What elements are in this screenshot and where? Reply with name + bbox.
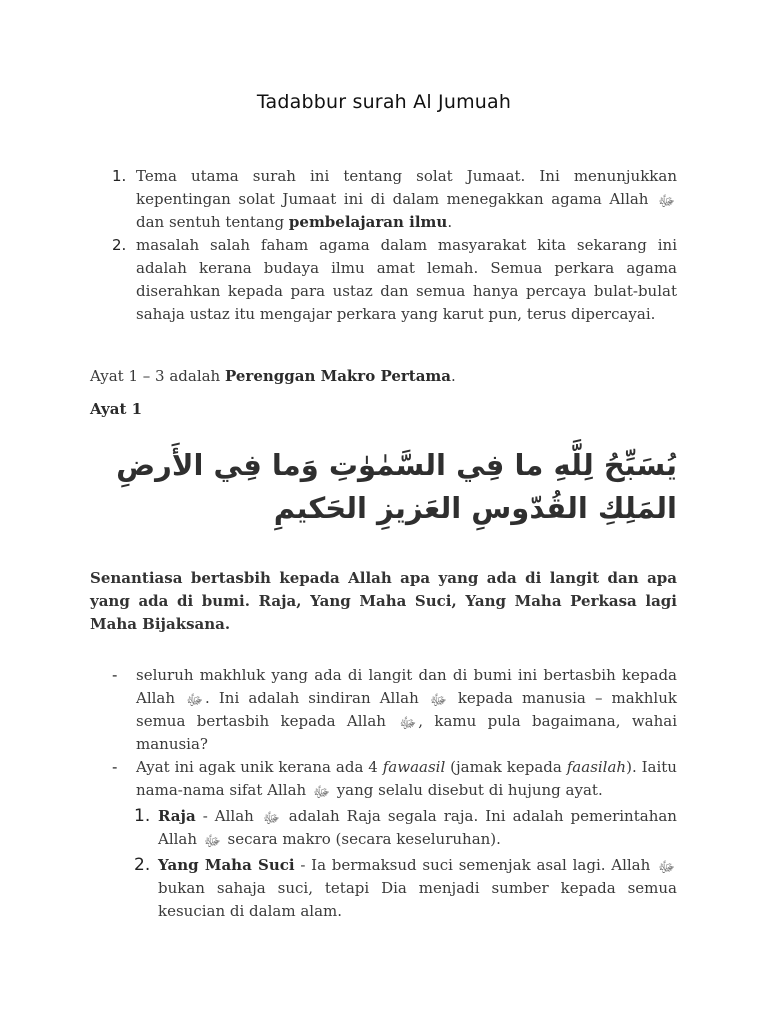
list-marker: 1.	[134, 806, 151, 826]
list-item	[90, 165, 677, 234]
bold-phrase: pembelajaran ilmu	[288, 213, 448, 231]
point-text: ). Iaitu nama-nama sifat Allah	[136, 758, 677, 799]
list-item	[90, 756, 677, 802]
italic-term: faasilah	[566, 758, 627, 776]
salawat-glyph: ﷻ	[658, 858, 675, 876]
sub-list-item	[90, 805, 677, 851]
list-item	[90, 234, 677, 326]
list-marker: 2.	[112, 236, 127, 254]
intro-list	[90, 165, 677, 326]
list-text: masalah salah faham agama dalam masyarakat kita sekarang ini adalah kerana budaya ilmu amat lemah. Semua perkara agama diserahkan kepada para ustaz dan semua hanya percaya bulat-bulat sahaja ustaz itu mengajar perkara yang karut pun, terus dipercayai.	[136, 236, 677, 323]
point-text: , kamu pula bagaimana, wahai manusia?	[136, 712, 678, 753]
point-text: yang selalu disebut di hujung ayat.	[336, 781, 603, 799]
list-marker: -	[112, 758, 118, 776]
point-text: Ayat ini agak unik kerana ada 4	[136, 758, 378, 776]
salawat-glyph: ﷻ	[399, 714, 417, 732]
salawat-glyph: ﷻ	[203, 832, 221, 850]
sub-point-text: secara makro (secara keseluruhan).	[227, 830, 501, 848]
ayat-range-bold: Perenggan Makro Pertama	[225, 367, 452, 385]
sub-list-item	[90, 854, 677, 923]
list-text: dan sentuh tentang	[136, 213, 285, 231]
point-text: (jamak kepada	[450, 758, 562, 776]
italic-term: fawaasil	[382, 758, 446, 776]
point-text: seluruh makhluk yang ada di langit dan di bumi ini bertasbih kepada Allah	[136, 666, 677, 707]
verse-translation: Senantiasa bertasbih kepada Allah apa yang ada di langit dan apa yang ada di bumi. Raja, Yang Maha Suci, Yang Maha Perkasa lagi Maha Bijaksana.	[90, 569, 677, 633]
point-text: . Ini adalah sindiran Allah	[205, 689, 419, 707]
document-title: Tadabbur surah Al Jumuah	[256, 91, 512, 113]
salawat-glyph: ﷻ	[262, 809, 280, 827]
list-marker: -	[112, 666, 118, 684]
list-marker: 1.	[112, 167, 127, 185]
arabic-verse: يُسَبِّحُ لِلَّهِ ما فِي السَّمٰوٰتِ وَما فِي الأَرضِ المَلِكِ القُدّوسِ العَزيزِ الحَكيمِ	[116, 448, 677, 525]
bold-term: Raja	[158, 807, 196, 825]
salawat-glyph: ﷻ	[312, 783, 330, 801]
sub-point-text: adalah Raja segala raja. Ini adalah pemerintahan Allah	[158, 807, 677, 848]
ayat-heading	[90, 398, 677, 421]
list-item	[90, 664, 677, 756]
points-list	[90, 664, 677, 923]
sub-point-text: bukan sahaja suci, tetapi Dia menjadi sumber kepada semua kesucian di dalam alam.	[158, 879, 677, 920]
point-text: kepada manusia – makhluk semua bertasbih kepada Allah	[136, 689, 677, 730]
ayat-heading-text: Ayat 1	[90, 400, 143, 418]
list-text: Tema utama surah ini tentang solat Jumaat. Ini menunjukkan kepentingan solat Jumaat ini di dalam menegakkan agama Allah	[136, 167, 677, 208]
salawat-glyph: ﷻ	[658, 192, 675, 210]
ayat-range-text: .	[451, 367, 456, 385]
sub-point-text: - Ia bermaksud suci semenjak asal lagi. Allah	[300, 856, 651, 874]
sub-point-text: - Allah	[202, 807, 254, 825]
bold-term: Yang Maha Suci	[158, 856, 295, 874]
ayat-range-text: Ayat 1 – 3 adalah	[90, 367, 221, 385]
salawat-glyph: ﷻ	[429, 691, 447, 709]
list-marker: 2.	[134, 855, 151, 875]
list-text: .	[447, 213, 453, 231]
ayat-range-line	[90, 365, 677, 388]
salawat-glyph: ﷻ	[186, 691, 204, 709]
